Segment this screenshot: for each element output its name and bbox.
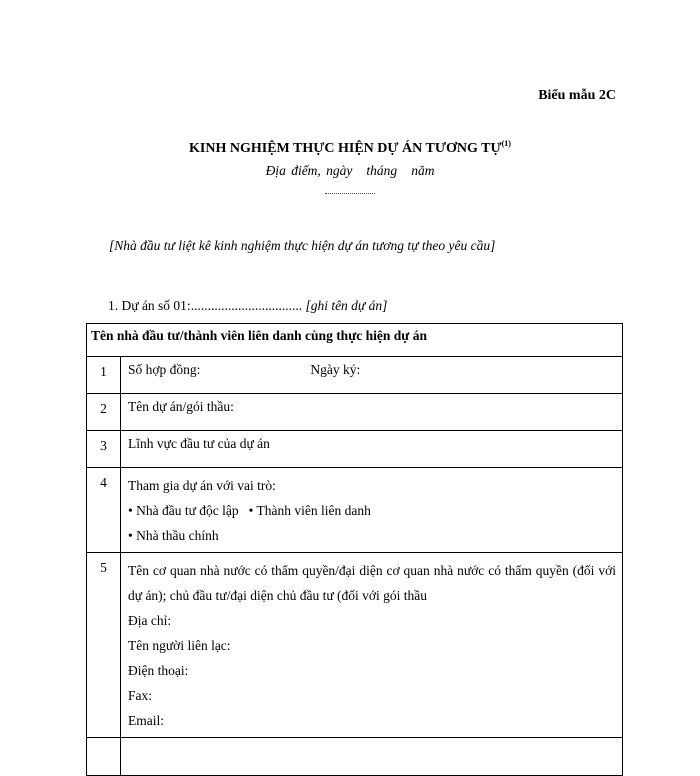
experience-table <box>86 323 623 776</box>
month-label: tháng <box>366 163 398 178</box>
table-row <box>87 357 623 394</box>
contract-number-label: Số hợp đồng: <box>128 362 201 377</box>
title-footnote-ref: (1) <box>501 139 511 148</box>
row-content <box>121 468 623 553</box>
role-option-main-contractor: • Nhà thầu chính <box>128 528 219 543</box>
phone-field: Điện thoại: <box>128 663 189 678</box>
row-number: 5 <box>87 553 121 738</box>
fax-field: Fax: <box>128 688 153 703</box>
table-header-row <box>87 324 623 357</box>
authority-label: Tên cơ quan nhà nước có thẩm quyền/đại diện cơ quan nhà nước có thẩm quyền (đối với dự án); chủ đầu tư/đại diện chủ đầu tư (đối với gói thầu <box>128 563 616 603</box>
table-header: Tên nhà đầu tư/thành viên liên danh cùng thực hiện dự án <box>87 324 623 357</box>
table-row <box>87 738 623 776</box>
row-number: 4 <box>87 468 121 553</box>
investment-field-label: Lĩnh vực đầu tư của dự án <box>121 431 623 468</box>
email-field: Email: <box>128 713 164 728</box>
project-label: 1. Dự án số 01:................................. <box>108 298 303 313</box>
role-option-consortium-member: • Thành viên liên danh <box>248 503 371 518</box>
year-label: năm <box>411 163 435 178</box>
project-name-hint: [ghi tên dự án] <box>305 298 388 313</box>
place-date-line <box>0 163 700 179</box>
project-package-name-label: Tên dự án/gói thầu: <box>121 394 623 431</box>
table-row <box>87 431 623 468</box>
title-text: KINH NGHIỆM THỰC HIỆN DỰ ÁN TƯƠNG TỰ <box>189 141 502 156</box>
divider <box>325 193 375 194</box>
role-label: Tham gia dự án với vai trò: <box>128 478 276 493</box>
address-field: Địa chỉ: <box>128 613 172 628</box>
row-number: 3 <box>87 431 121 468</box>
row-number: 1 <box>87 357 121 394</box>
sign-date-label: Ngày ký: <box>310 362 361 377</box>
row-number <box>87 738 121 776</box>
place-date-label: Địa điểm, ngày <box>265 163 353 178</box>
project-line <box>108 298 387 314</box>
row-content <box>121 553 623 738</box>
role-option-independent-investor: • Nhà đầu tư độc lập <box>128 503 239 518</box>
table-row <box>87 553 623 738</box>
instruction-note: [Nhà đầu tư liệt kê kinh nghiệm thực hiện dự án tương tự theo yêu cầu] <box>109 238 496 253</box>
table-row <box>87 394 623 431</box>
document-title <box>0 139 700 157</box>
row-content <box>121 738 623 776</box>
contact-name-field: Tên người liên lạc: <box>128 638 231 653</box>
role-options <box>128 498 616 523</box>
row-number: 2 <box>87 394 121 431</box>
row-content <box>121 357 623 394</box>
form-code: Biểu mẫu 2C <box>538 88 616 103</box>
table-row <box>87 468 623 553</box>
